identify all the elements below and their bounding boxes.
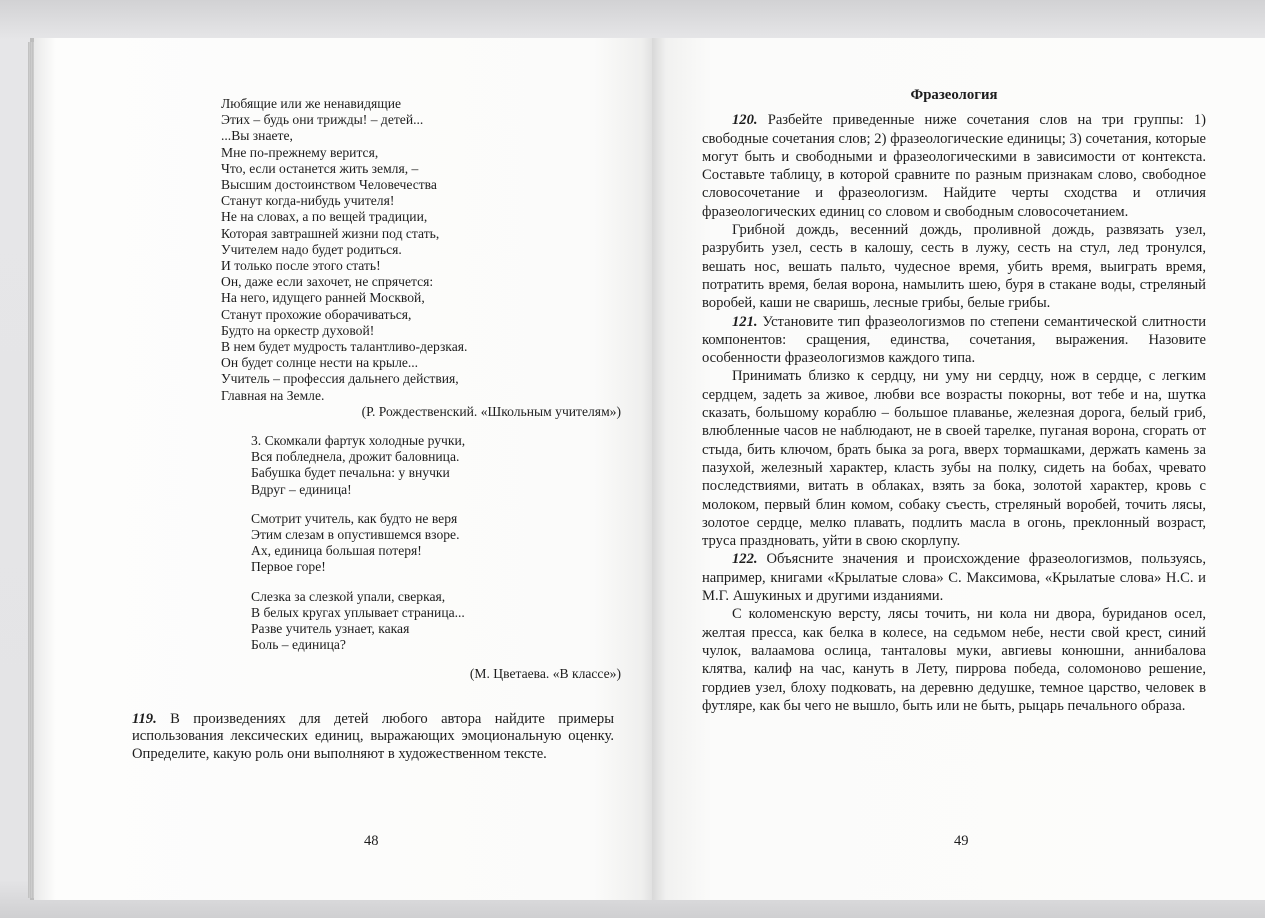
right-content: [702, 86, 1206, 715]
poem-line: Он будет солнце нести на крыле...: [221, 355, 419, 371]
task-number: 119.: [132, 711, 157, 727]
right-page: [652, 38, 1265, 900]
poem-line: Не на словах, а по вещей традиции,: [221, 209, 428, 225]
poem-line: 3. Скомкали фартук холодные ручки,: [251, 433, 466, 449]
poem-line: Бабушка будет печальна: у внучки: [251, 465, 450, 481]
poem-line: Любящие или же ненавидящие: [221, 96, 402, 111]
stanza-1: [251, 433, 621, 498]
poem-line: На него, идущего ранней Москвой,: [221, 290, 425, 306]
poem-line: Станут когда-нибудь учителя!: [221, 193, 395, 209]
section-heading: Фразеология: [910, 87, 998, 103]
poem-line: Этих – будь они трижды! – детей...: [221, 112, 424, 128]
poem-line: Мне по-прежнему верится,: [221, 144, 379, 160]
poem-part1: [221, 96, 621, 404]
poem-block: [221, 96, 621, 682]
poem-line: Будто на оркестр духовой!: [221, 322, 375, 338]
poem-line: Что, если останется жить земля, –: [221, 160, 419, 176]
task-120-examples: Грибной дождь, весенний дождь, проливной дождь, развязать узел, разрубить узел, сесть в калошу, сесть в лужу, сесть на стул, лед тронулся, вешать нос, вешать пальто, чудесное время, убить время, выиграть время, потратить время, белая ворона, намылить шею, буря в стакане воды, стреляный воробей, каши не сваришь, лесные грибы, белые грибы.: [702, 222, 1206, 312]
poem-line: Учитель – профессия дальнего действия,: [221, 371, 459, 387]
task-121-examples: Принимать близко к сердцу, ни уму ни сердцу, нож в сердце, с легким сердцем, задеть за живое, любви все возрасты покорны, вот тебе и на, шутка сказать, большому кораблю – большое плаванье, железная дорога, белый гриб, влюбленные часов не наблюдают, не в своей тарелке, пуганая ворона, сгорать от стыда, бить ключом, брать быка за рога, вверх тормашками, держать камень за пазухой, железный характер, класть зубы на полку, сидеть на бобах, чревато последствиями, витать в облаках, взять за бока, золотой характер, кровь с молоком, первый блин комом, собаку съесть, стреляный воробей, точить лясы, золотое сердце, мелко плавать, подлить масла в огонь, преклонный возраст, труса праздновать, уйти в свою скорлупу.: [702, 368, 1206, 550]
poem-line: Которая завтрашней жизни под стать,: [221, 225, 440, 241]
poem-line: Боль – единица?: [251, 637, 346, 653]
page-number: 49: [954, 833, 969, 849]
task-120: [702, 111, 1206, 221]
attribution-rozhdestvensky: (Р. Рождественский. «Школьным учителям»): [361, 403, 621, 419]
open-book: [30, 38, 1265, 900]
poem-line: Этим слезам в опустившемся взоре.: [251, 527, 460, 543]
poem-line: В нем будет мудрость талантливо-дерзкая.: [221, 339, 468, 355]
task-number: 120.: [732, 112, 758, 129]
task-119: [132, 711, 614, 763]
page-edges: [28, 42, 34, 898]
task-number: 122.: [732, 551, 758, 568]
stanza-3: [251, 589, 621, 654]
task-122: [702, 550, 1206, 605]
poem-line: ...Вы знаете,: [221, 128, 293, 144]
task-text: В произведениях для детей любого автора найдите примеры использования лексических единиц, выражающих эмоциональную оценку. Определите, какую роль они выполняют в художественном тексте.: [132, 711, 614, 762]
poem-line: Учителем надо будет родиться.: [221, 241, 402, 257]
left-page: [30, 38, 652, 900]
stanza-2: [251, 511, 621, 576]
poem-line: Первое горе!: [251, 559, 326, 575]
poem-line: Вдруг – единица!: [251, 481, 352, 497]
poem-line: Слезка за слезкой упали, сверкая,: [251, 588, 446, 604]
poem-line: И только после этого стать!: [221, 258, 381, 274]
poem-line: Смотрит учитель, как будто не веря: [251, 510, 458, 526]
poem-line: Высшим достоинством Человечества: [221, 177, 437, 193]
task-text: Объясните значения и происхождение фразеологизмов, пользуясь, например, книгами «Крылатые слова» С. Максимова, «Крылатые слова» Н.С. и М.Г. Ашукиных и другими изданиями.: [702, 551, 1206, 605]
poem-line: Он, даже если захочет, не спрячется:: [221, 274, 434, 290]
poem-line: В белых кругах уплывает страница...: [251, 604, 465, 620]
poem-line: Разве учитель узнает, какая: [251, 621, 410, 637]
task-121: [702, 313, 1206, 368]
task-text: Установите тип фразеологизмов по степени семантической слитности компонентов: сращения, единства, сочетания, выражения. Назовите особенности фразеологизмов каждого типа.: [702, 313, 1207, 367]
poem-line: Главная на Земле.: [221, 387, 325, 403]
poem-line: Станут прохожие оборачиваться,: [221, 306, 412, 322]
task-122-examples: С коломенскую версту, лясы точить, ни кола ни двора, буриданов осел, желтая пресса, как белка в колесе, на седьмом небе, нести свой крест, синий чулок, валаамова ослица, танталовы муки, авгиевы конюшни, аннибалова клятва, калиф на час, кануть в Лету, пиррова победа, соломоново решение, гордиев узел, блоху подковать, на деревню дедушке, темное царство, человек в футляре, как бы чего не вышло, быть или не быть, рыцарь печального образа.: [702, 606, 1206, 714]
task-number: 121.: [732, 313, 758, 330]
page-number: 48: [364, 833, 379, 849]
task-text: Разбейте приведенные ниже сочетания слов на три группы: 1) свободные сочетания слов; 2) фразеологические единицы; 3) сочетания, которые могут быть и свободными и фразеологическими в зависимости от контекста. Составьте таблицу, в которой сравните по разным признакам слово, свободное словосочетание и фразеологизм. Найдите черты сходства и отличия фразеологических единиц со словом и свободным словосочетанием.: [702, 112, 1206, 220]
poem-line: Вся побледнела, дрожит баловница.: [251, 449, 460, 465]
attribution-tsvetaeva: (М. Цветаева. «В классе»): [469, 665, 621, 681]
poem-line: Ах, единица большая потеря!: [251, 543, 422, 559]
